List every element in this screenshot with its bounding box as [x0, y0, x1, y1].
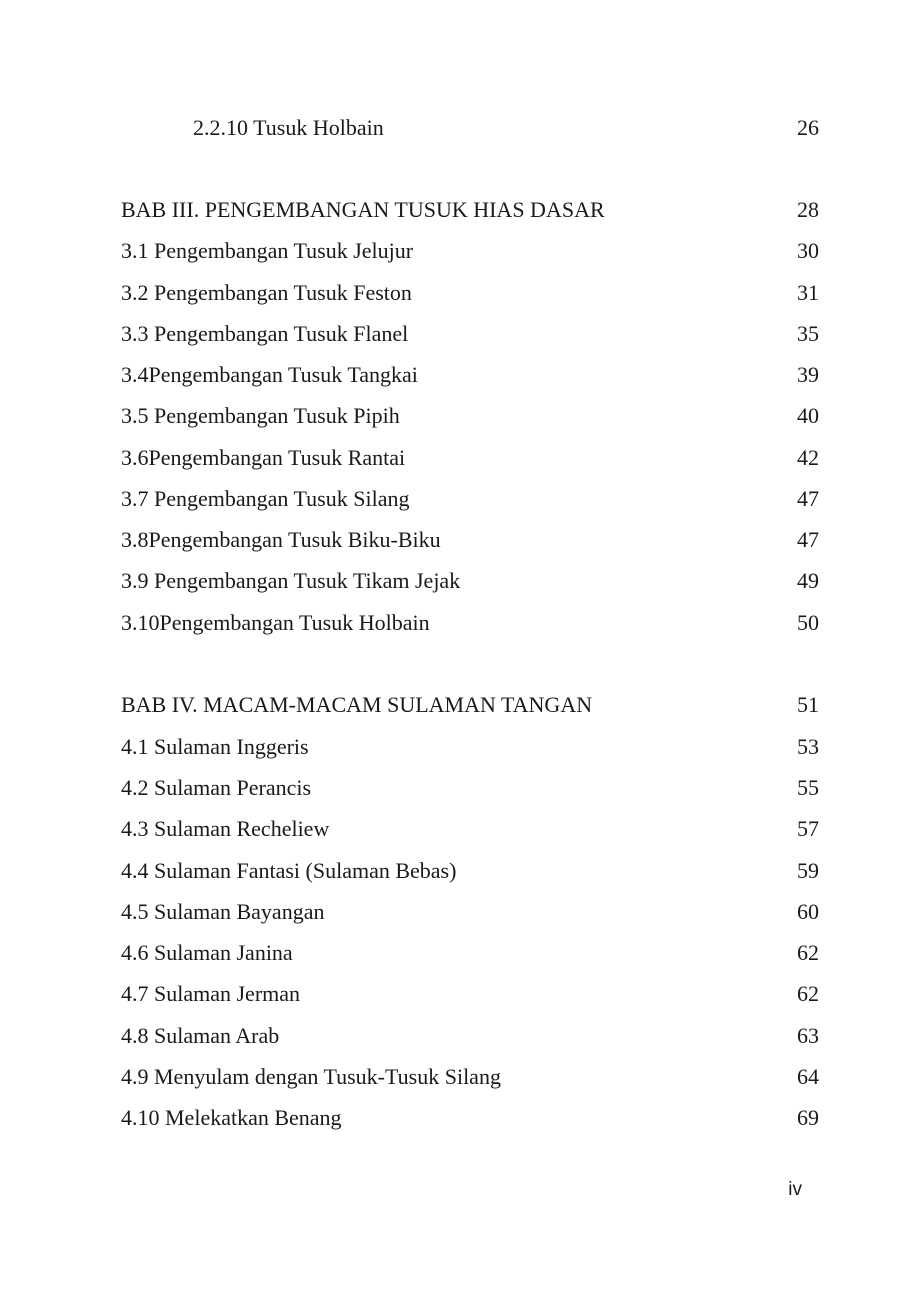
toc-entry-title: 3.5 Pengembangan Tusuk Pipih — [121, 403, 400, 428]
toc-entry-3-3 — [121, 319, 819, 349]
toc-entry-title: 3.1 Pengembangan Tusuk Jelujur — [121, 238, 414, 263]
toc-entry-title: 3.3 Pengembangan Tusuk Flanel — [121, 321, 409, 346]
toc-entry-title: 3.4Pengembangan Tusuk Tangkai — [121, 362, 418, 387]
toc-entry-page: 62 — [797, 940, 819, 965]
toc-chapter-page: 51 — [797, 692, 819, 717]
toc-entry-title: 4.7 Sulaman Jerman — [121, 981, 301, 1006]
toc-entry-page: 57 — [797, 816, 819, 841]
toc-entry-3-1 — [121, 236, 819, 266]
toc-entry-3-7 — [121, 484, 819, 514]
toc-entry-4-5 — [121, 897, 819, 927]
toc-entry-page: 42 — [797, 445, 819, 470]
toc-entry-4-10 — [121, 1103, 819, 1133]
toc-entry-title: 3.10Pengembangan Tusuk Holbain — [121, 610, 430, 635]
toc-entry-4-9 — [121, 1062, 819, 1092]
toc-chapter-title: BAB IV. MACAM-MACAM SULAMAN TANGAN — [121, 692, 593, 717]
page-number: iv — [788, 1179, 802, 1200]
toc-entry-page: 55 — [797, 775, 819, 800]
toc-entry-title: 4.6 Sulaman Janina — [121, 940, 293, 965]
toc-entry-page: 64 — [797, 1064, 819, 1089]
toc-entry-title: 3.7 Pengembangan Tusuk Silang — [121, 486, 410, 511]
toc-entry-page: 47 — [797, 486, 819, 511]
toc-entry-title: 2.2.10 Tusuk Holbain — [193, 115, 384, 140]
toc-entry-4-3 — [121, 814, 819, 844]
toc-entry-page: 62 — [797, 981, 819, 1006]
toc-entry-title: 3.6Pengembangan Tusuk Rantai — [121, 445, 406, 470]
toc-entry-3-10 — [121, 608, 819, 638]
toc-entry-page: 40 — [797, 403, 819, 428]
toc-entry-page: 59 — [797, 858, 819, 883]
toc-entry-page: 39 — [797, 362, 819, 387]
toc-entry-2-2-10 — [193, 113, 819, 143]
toc-entry-page: 63 — [797, 1023, 819, 1048]
toc-entry-page: 50 — [797, 610, 819, 635]
toc-entry-page: 35 — [797, 321, 819, 346]
toc-entry-3-8 — [121, 525, 819, 555]
toc-entry-title: 4.8 Sulaman Arab — [121, 1023, 280, 1048]
toc-entry-3-4 — [121, 360, 819, 390]
toc-entry-page: 30 — [797, 238, 819, 263]
toc-entry-4-4 — [121, 856, 819, 886]
toc-entry-title: 3.9 Pengembangan Tusuk Tikam Jejak — [121, 568, 461, 593]
toc-entry-page: 49 — [797, 568, 819, 593]
toc-entry-3-9 — [121, 566, 819, 596]
toc-entry-page: 69 — [797, 1105, 819, 1130]
toc-entry-page: 47 — [797, 527, 819, 552]
toc-entry-title: 4.9 Menyulam dengan Tusuk-Tusuk Silang — [121, 1064, 501, 1089]
toc-chapter-heading-bab-iii — [121, 195, 819, 225]
toc-entry-4-6 — [121, 938, 819, 968]
toc-entry-3-2 — [121, 278, 819, 308]
toc-entry-page: 53 — [797, 734, 819, 759]
toc-entry-title: 4.3 Sulaman Recheliew — [121, 816, 330, 841]
toc-entry-3-5 — [121, 401, 819, 431]
toc-chapter-title: BAB III. PENGEMBANGAN TUSUK HIAS DASAR — [121, 197, 605, 222]
toc-chapter-heading-bab-iv — [121, 690, 819, 720]
toc-entry-4-1 — [121, 732, 819, 762]
toc-chapter-page: 28 — [797, 197, 819, 222]
toc-entry-title: 3.2 Pengembangan Tusuk Feston — [121, 280, 412, 305]
toc-entry-title: 4.5 Sulaman Bayangan — [121, 899, 325, 924]
toc-entry-page: 26 — [797, 115, 819, 140]
toc-entry-3-6 — [121, 443, 819, 473]
toc-entry-page: 31 — [797, 280, 819, 305]
toc-entry-4-8 — [121, 1021, 819, 1051]
toc-entry-title: 4.1 Sulaman Inggeris — [121, 734, 309, 759]
toc-entry-title: 4.4 Sulaman Fantasi (Sulaman Bebas) — [121, 858, 457, 883]
toc-entry-4-7 — [121, 979, 819, 1009]
toc-entry-page: 60 — [797, 899, 819, 924]
toc-entry-title: 4.2 Sulaman Perancis — [121, 775, 312, 800]
toc-entry-4-2 — [121, 773, 819, 803]
toc-entry-title: 4.10 Melekatkan Benang — [121, 1105, 342, 1130]
toc-entry-title: 3.8Pengembangan Tusuk Biku-Biku — [121, 527, 441, 552]
